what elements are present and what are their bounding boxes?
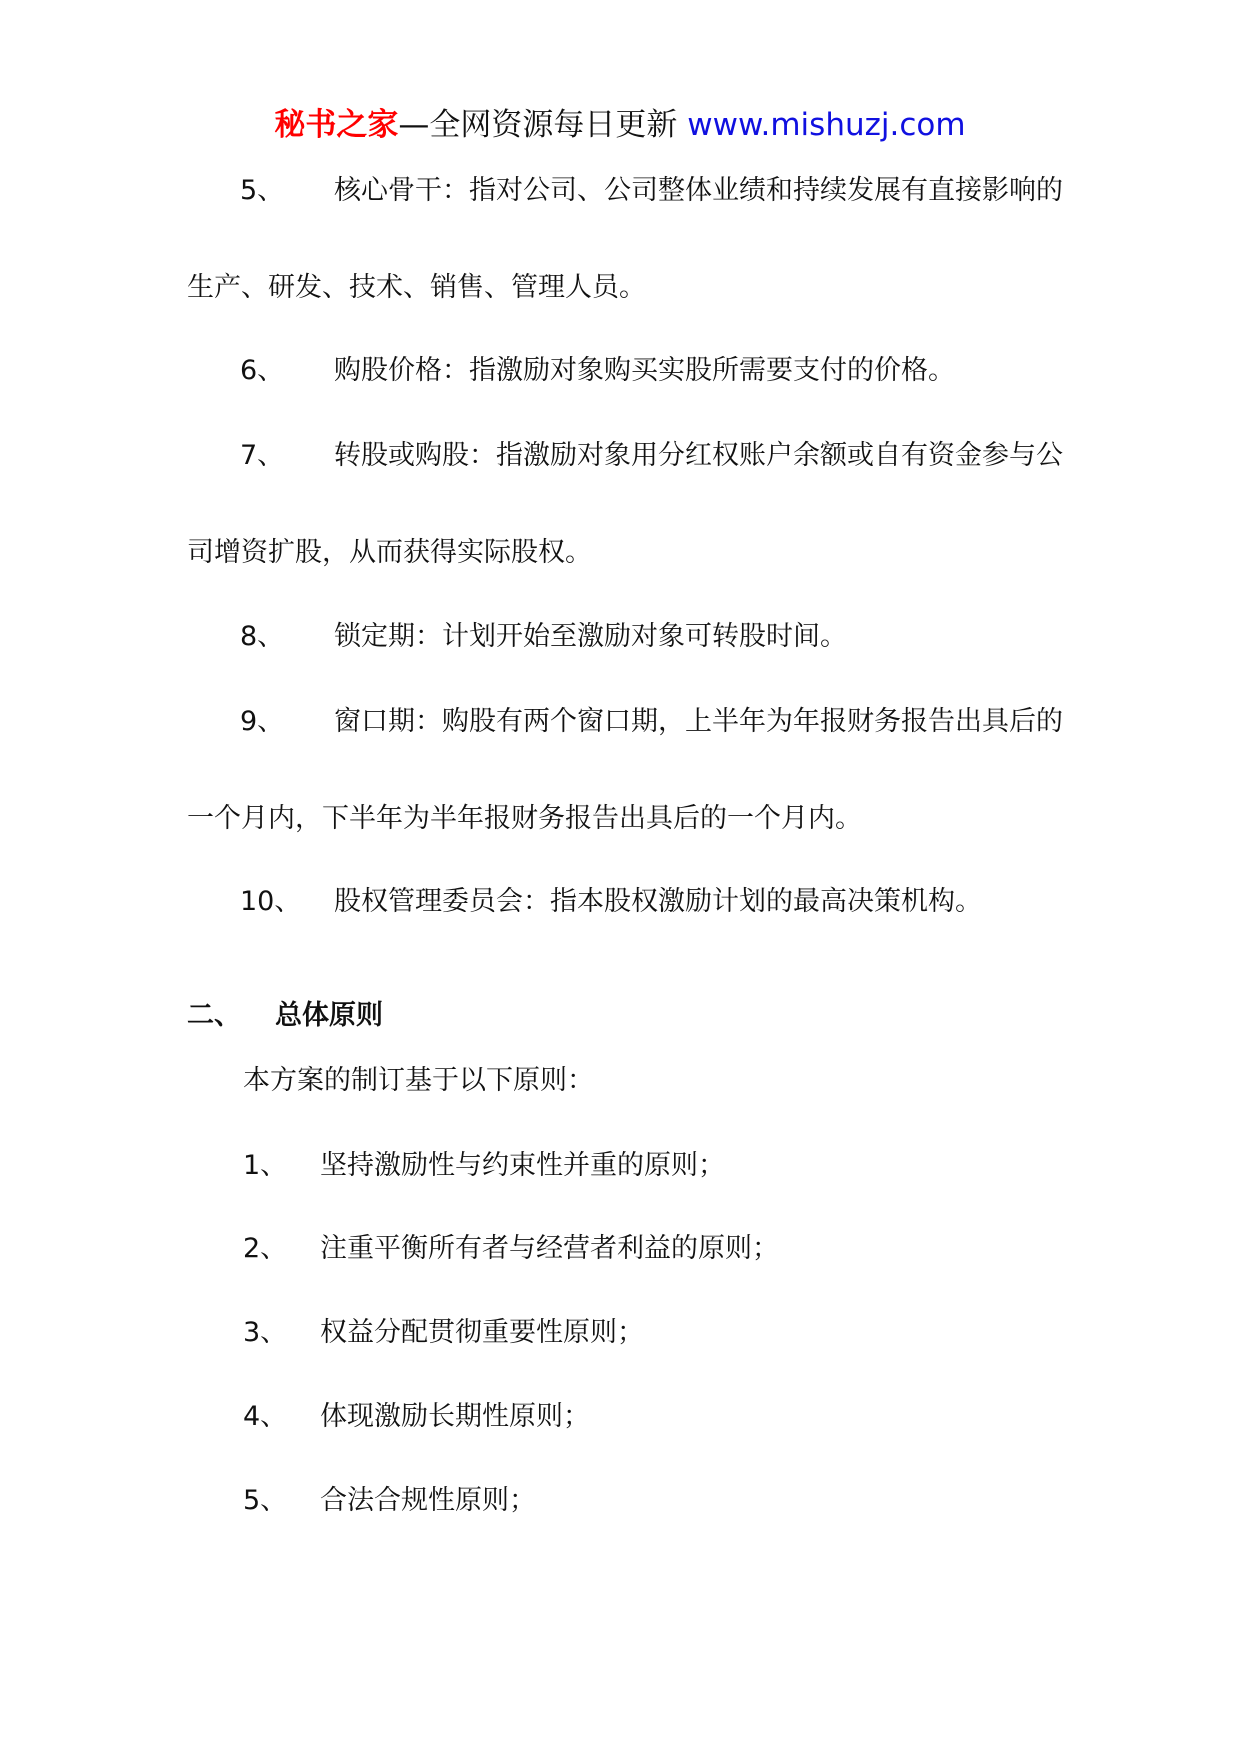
definition-text: 核心骨干：指对公司、公司整体业绩和持续发展有直接影响的 <box>334 175 1063 206</box>
definition-text: 锁定期：计划开始至激励对象可转股时间。 <box>334 621 847 652</box>
definition-text-continued: 一个月内，下半年为半年报财务报告出具后的一个月内。 <box>187 803 862 834</box>
principle-text: 合法合规性原则； <box>320 1485 536 1516</box>
principle-text: 注重平衡所有者与经营者利益的原则； <box>320 1233 779 1264</box>
definition-number: 5、 <box>240 175 285 206</box>
site-slogan: —全网资源每日更新 <box>398 107 678 143</box>
definition-number: 7、 <box>240 440 285 471</box>
section-intro: 本方案的制订基于以下原则： <box>243 1065 594 1096</box>
principle-number: 3、 <box>243 1317 288 1348</box>
definition-number: 6、 <box>240 355 285 386</box>
definition-number: 10、 <box>240 886 302 917</box>
section-title: 总体原则 <box>275 1000 383 1031</box>
site-header <box>0 100 1240 150</box>
principle-text: 体现激励长期性原则； <box>320 1401 590 1432</box>
site-url-link[interactable]: www.mishuzj.com <box>687 107 966 143</box>
definition-text-continued: 司增资扩股，从而获得实际股权。 <box>187 537 592 568</box>
principle-number: 4、 <box>243 1401 288 1432</box>
definition-number: 9、 <box>240 706 285 737</box>
principle-number: 2、 <box>243 1233 288 1264</box>
principle-number: 5、 <box>243 1485 288 1516</box>
definition-text-continued: 生产、研发、技术、销售、管理人员。 <box>187 272 646 303</box>
definition-text: 转股或购股：指激励对象用分红权账户余额或自有资金参与公 <box>334 440 1063 471</box>
principle-number: 1、 <box>243 1150 288 1181</box>
principle-text: 坚持激励性与约束性并重的原则； <box>320 1150 725 1181</box>
definition-number: 8、 <box>240 621 285 652</box>
definition-text: 窗口期：购股有两个窗口期，上半年为年报财务报告出具后的 <box>334 706 1063 737</box>
site-brand: 秘书之家 <box>274 107 399 143</box>
definition-text: 购股价格：指激励对象购买实股所需要支付的价格。 <box>334 355 955 386</box>
section-number: 二、 <box>187 1000 241 1031</box>
definition-text: 股权管理委员会：指本股权激励计划的最高决策机构。 <box>334 886 982 917</box>
principle-text: 权益分配贯彻重要性原则； <box>320 1317 644 1348</box>
